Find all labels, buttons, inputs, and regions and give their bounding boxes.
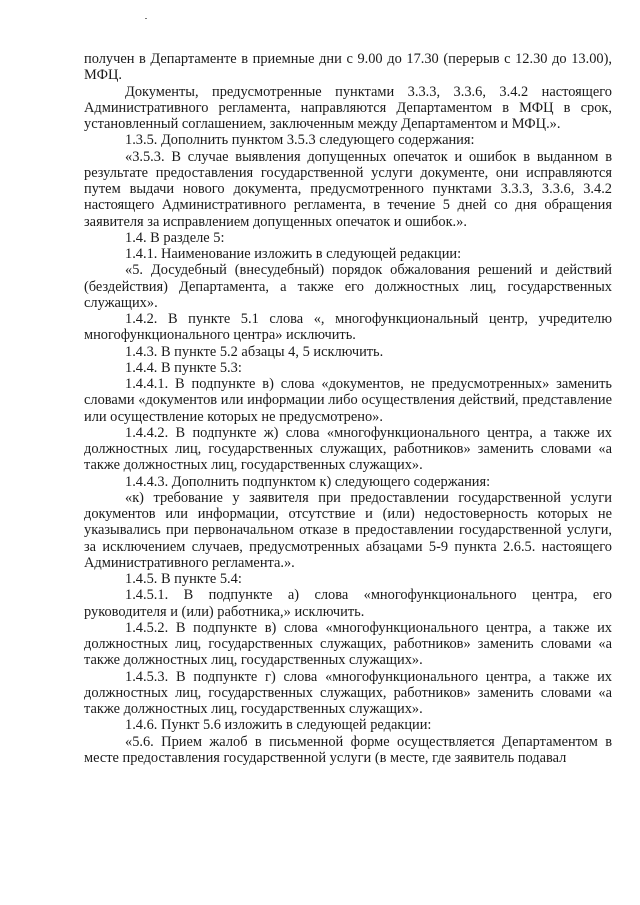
paragraph: 1.4.1. Наименование изложить в следующей редакции: (125, 246, 462, 262)
paragraph: «к) требование у заявителя при предоставлении государственной услуги документов или информации, отсутствие и (или) недостоверность которых не указывались при первоначальном отказе в предоставлении государственной услуги, за исключением случаев, предусмотренных абзацами 5-9 пункта 2.6.5. настоящего Административного регламента.». (84, 489, 612, 571)
paragraph: 1.4.4.2. В подпункте ж) слова «многофункционального центра, а также их должностных лиц, государственных служащих, работников» заменить словами «а также должностных лиц, государственных служащих». (84, 424, 612, 474)
paragraph: 1.4.4.1. В подпункте в) слова «документов, не предусмотренных» заменить словами «документов или информации либо осуществления действий, представление или осуществление которых не предусмотрено». (84, 376, 612, 425)
paragraph: «5.6. Прием жалоб в письменной форме осуществляется Департаментом в месте предоставления государственной услуги (в месте, где заявитель подавал (84, 733, 612, 766)
paragraph: 1.4.2. В пункте 5.1 слова «, многофункциональный центр, учредителю многофункционального центра» исключить. (84, 311, 612, 344)
paragraph: получен в Департаменте в приемные дни с 9.00 до 17.30 (перерыв с 12.30 до 13.00), МФЦ. (84, 51, 612, 84)
document-body (84, 51, 612, 766)
paragraph: 1.4.5.2. В подпункте в) слова «многофункционального центра, а также их должностных лиц, государственных служащих, работников» заменить словами «а также должностных лиц, государственных служащих». (84, 619, 612, 669)
paragraph: 1.4.6. Пункт 5.6 изложить в следующей редакции: (125, 717, 432, 734)
paragraph: Документы, предусмотренные пунктами 3.3.3, 3.3.6, 3.4.2 настоящего Административного регламента, направляются Департаментом в МФЦ в срок, установленный соглашением, заключенным между Департаментом и МФЦ.». (84, 83, 612, 132)
paragraph: 1.4.4. В пункте 5.3: (125, 359, 242, 376)
paragraph: 1.4.5.1. В подпункте а) слова «многофункционального центра, его руководителя и (или) работника,» исключить. (84, 587, 612, 620)
paragraph: «5. Досудебный (внесудебный) порядок обжалования решений и действий (бездействия) Департамента, а также его должностных лиц, государственных служащих». (84, 262, 612, 311)
paragraph: 1.4.4.3. Дополнить подпунктом к) следующего содержания: (125, 473, 491, 490)
paragraph: 1.4.3. В пункте 5.2 абзацы 4, 5 исключить. (125, 343, 384, 360)
paragraph: 1.4.5. В пункте 5.4: (125, 571, 242, 587)
paragraph: «3.5.3. В случае выявления допущенных опечаток и ошибок в выданном в результате предоставления государственной услуги документе, они исправляются путем выдачи нового документа, предусмотренного пунктами 3.3.3, 3.3.6, 3.4.2 настоящего Административного регламента, в течение 5 дней со дня обращения заявителя за исправлением допущенных опечаток и ошибок.». (84, 148, 612, 230)
paragraph: 1.4. В разделе 5: (125, 229, 225, 246)
scan-mark (145, 18, 147, 19)
paragraph: 1.3.5. Дополнить пунктом 3.5.3 следующего содержания: (125, 132, 475, 149)
paragraph: 1.4.5.3. В подпункте г) слова «многофункционального центра, а также их должностных лиц, государственных служащих, работников» заменить словами «а также должностных лиц, государственных служащих». (84, 668, 612, 717)
